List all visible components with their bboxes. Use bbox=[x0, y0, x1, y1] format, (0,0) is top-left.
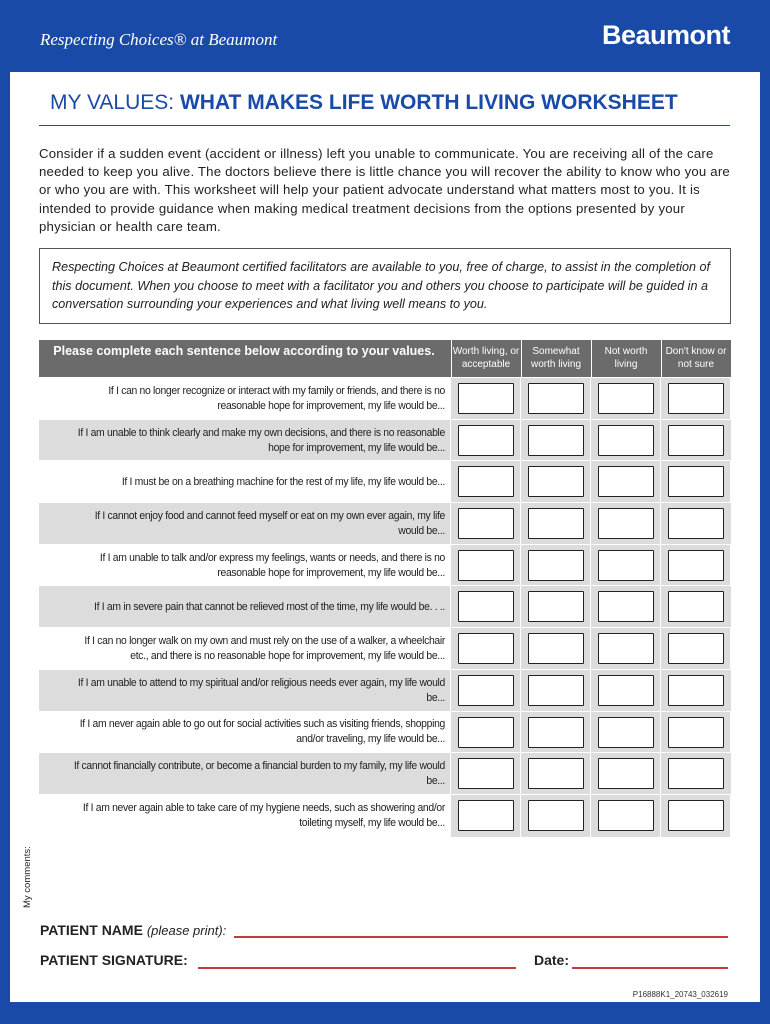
table-row bbox=[39, 752, 731, 794]
row-prompt bbox=[71, 420, 445, 462]
checkbox-not-worth-living[interactable] bbox=[598, 466, 654, 497]
cell-worth-living bbox=[450, 753, 520, 795]
cell-worth-living bbox=[450, 545, 520, 587]
row-prompt bbox=[71, 545, 445, 587]
cell-somewhat-worth-living bbox=[520, 545, 590, 587]
checkbox-not-worth-living[interactable] bbox=[598, 675, 654, 706]
checkbox-dont-know[interactable] bbox=[668, 425, 724, 456]
cell-somewhat-worth-living bbox=[520, 712, 590, 754]
cell-not-worth-living bbox=[590, 670, 660, 712]
cell-worth-living bbox=[450, 378, 520, 420]
checkbox-dont-know[interactable] bbox=[668, 550, 724, 581]
checkbox-somewhat-worth-living[interactable] bbox=[528, 675, 584, 706]
checkbox-dont-know[interactable] bbox=[668, 633, 724, 664]
table-row bbox=[39, 544, 731, 586]
cell-not-worth-living bbox=[590, 545, 660, 587]
cell-not-worth-living bbox=[590, 503, 660, 545]
cell-not-worth-living bbox=[590, 712, 660, 754]
cell-somewhat-worth-living bbox=[520, 461, 590, 503]
cell-worth-living bbox=[450, 461, 520, 503]
checkbox-not-worth-living[interactable] bbox=[598, 508, 654, 539]
checkbox-worth-living[interactable] bbox=[458, 425, 514, 456]
row-prompt-text: If I am in severe pain that cannot be relieved most of the time, my life would be. . .. bbox=[94, 600, 445, 613]
patient-name-field[interactable] bbox=[234, 936, 728, 938]
checkbox-dont-know[interactable] bbox=[668, 383, 724, 414]
checkbox-worth-living[interactable] bbox=[458, 591, 514, 622]
cell-somewhat-worth-living bbox=[520, 420, 590, 462]
title-divider bbox=[39, 125, 730, 126]
comments-label: My comments: bbox=[22, 846, 33, 908]
table-row bbox=[39, 794, 731, 836]
cell-somewhat-worth-living bbox=[520, 670, 590, 712]
cell-dont-know bbox=[660, 753, 730, 795]
checkbox-worth-living[interactable] bbox=[458, 383, 514, 414]
row-prompt-text: If I am unable to talk and/or express my feelings, wants or needs, and there is no reasonable hope for improvement, my life would be... bbox=[99, 551, 446, 579]
row-prompt bbox=[71, 461, 445, 503]
table-body bbox=[39, 377, 731, 836]
checkbox-worth-living[interactable] bbox=[458, 466, 514, 497]
header-banner bbox=[0, 0, 770, 72]
checkbox-worth-living[interactable] bbox=[458, 508, 514, 539]
checkbox-dont-know[interactable] bbox=[668, 508, 724, 539]
tagline: Respecting Choices® at Beaumont bbox=[40, 30, 278, 49]
checkbox-not-worth-living[interactable] bbox=[598, 717, 654, 748]
cell-dont-know bbox=[660, 628, 730, 670]
checkbox-somewhat-worth-living[interactable] bbox=[528, 591, 584, 622]
cell-not-worth-living bbox=[590, 795, 660, 837]
checkbox-dont-know[interactable] bbox=[668, 717, 724, 748]
row-prompt-text: If cannot financially contribute, or become a financial burden to my family, my life would be... bbox=[73, 760, 446, 788]
table-row bbox=[39, 419, 731, 461]
row-prompt-text: If I must be on a breathing machine for the rest of my life, my life would be... bbox=[121, 475, 445, 488]
checkbox-somewhat-worth-living[interactable] bbox=[528, 717, 584, 748]
checkbox-dont-know[interactable] bbox=[668, 466, 724, 497]
cell-worth-living bbox=[450, 795, 520, 837]
facilitator-note: Respecting Choices at Beaumont certified facilitators are available to you, free of charge, to assist in the completion of this document. When you choose to meet with a facilitator you and others you choose to participate will be guided in a conversation surrounding your experiences and what living well means to you. bbox=[39, 248, 731, 324]
cell-worth-living bbox=[450, 628, 520, 670]
table-header bbox=[39, 340, 731, 377]
cell-not-worth-living bbox=[590, 378, 660, 420]
cell-somewhat-worth-living bbox=[520, 753, 590, 795]
cell-dont-know bbox=[660, 586, 730, 628]
date-label: Date: bbox=[534, 952, 570, 968]
cell-dont-know bbox=[660, 503, 730, 545]
checkbox-dont-know[interactable] bbox=[668, 758, 724, 789]
checkbox-worth-living[interactable] bbox=[458, 633, 514, 664]
checkbox-dont-know[interactable] bbox=[668, 800, 724, 831]
checkbox-worth-living[interactable] bbox=[458, 675, 514, 706]
cell-not-worth-living bbox=[590, 586, 660, 628]
patient-name-label bbox=[40, 922, 226, 938]
patient-signature-field[interactable] bbox=[198, 967, 516, 969]
table-row bbox=[39, 502, 731, 544]
row-prompt bbox=[71, 712, 445, 754]
table-row bbox=[39, 377, 731, 419]
checkbox-not-worth-living[interactable] bbox=[598, 633, 654, 664]
checkbox-dont-know[interactable] bbox=[668, 675, 724, 706]
title-prefix: MY VALUES: bbox=[50, 91, 180, 114]
checkbox-somewhat-worth-living[interactable] bbox=[528, 508, 584, 539]
cell-worth-living bbox=[450, 586, 520, 628]
cell-somewhat-worth-living bbox=[520, 795, 590, 837]
checkbox-somewhat-worth-living[interactable] bbox=[528, 550, 584, 581]
column-somewhat-worth-living: Somewhat worth living bbox=[521, 340, 590, 377]
checkbox-not-worth-living[interactable] bbox=[598, 591, 654, 622]
checkbox-worth-living[interactable] bbox=[458, 717, 514, 748]
cell-worth-living bbox=[450, 670, 520, 712]
cell-dont-know bbox=[660, 378, 730, 420]
row-prompt-text: If I can no longer recognize or interact with my family or friends, and there is no reasonable hope for improvement, my life would be... bbox=[108, 384, 446, 412]
table-header-prompt bbox=[39, 340, 449, 377]
cell-not-worth-living bbox=[590, 461, 660, 503]
row-prompt bbox=[71, 795, 445, 837]
checkbox-not-worth-living[interactable] bbox=[598, 800, 654, 831]
cell-dont-know bbox=[660, 545, 730, 587]
values-table bbox=[39, 340, 731, 836]
cell-not-worth-living bbox=[590, 753, 660, 795]
column-dont-know: Don't know or not sure bbox=[661, 340, 730, 377]
beaumont-logo: Beaumont bbox=[601, 20, 730, 50]
cell-worth-living bbox=[450, 712, 520, 754]
patient-signature-label: PATIENT SIGNATURE: bbox=[40, 952, 188, 968]
row-prompt bbox=[71, 628, 445, 670]
cell-somewhat-worth-living bbox=[520, 503, 590, 545]
cell-dont-know bbox=[660, 795, 730, 837]
cell-dont-know bbox=[660, 420, 730, 462]
row-prompt bbox=[71, 753, 445, 795]
cell-somewhat-worth-living bbox=[520, 586, 590, 628]
row-prompt bbox=[71, 670, 445, 712]
column-worth-living: Worth living, or acceptable bbox=[451, 340, 520, 377]
date-field[interactable] bbox=[572, 967, 728, 969]
cell-somewhat-worth-living bbox=[520, 628, 590, 670]
form-code: P16888K1_20743_032619 bbox=[632, 990, 728, 999]
checkbox-somewhat-worth-living[interactable] bbox=[528, 466, 584, 497]
checkbox-not-worth-living[interactable] bbox=[598, 383, 654, 414]
row-prompt-text: If I am never again able to go out for social activities such as visiting friends, shopping and/or traveling, my life would be... bbox=[79, 718, 445, 746]
cell-somewhat-worth-living bbox=[520, 378, 590, 420]
row-prompt-text: If I am never again able to take care of my hygiene needs, such as showering and/or toileting myself, my life would be... bbox=[82, 801, 445, 829]
row-prompt-text: If I am unable to think clearly and make my own decisions, and there is no reasonable hope for improvement, my life would be... bbox=[77, 426, 445, 454]
checkbox-worth-living[interactable] bbox=[458, 800, 514, 831]
checkbox-worth-living[interactable] bbox=[458, 758, 514, 789]
cell-not-worth-living bbox=[590, 628, 660, 670]
cell-not-worth-living bbox=[590, 420, 660, 462]
row-prompt-text: If I can no longer walk on my own and must rely on the use of a walker, a wheelchair etc., and there is no reasonable hope for improvement, my life would be... bbox=[84, 634, 446, 662]
row-prompt bbox=[71, 586, 445, 628]
table-row bbox=[39, 711, 731, 753]
row-prompt-text: If I cannot enjoy food and cannot feed myself or eat on my own ever again, my life would be... bbox=[94, 509, 445, 537]
checkbox-not-worth-living[interactable] bbox=[598, 550, 654, 581]
checkbox-somewhat-worth-living[interactable] bbox=[528, 758, 584, 789]
checkbox-worth-living[interactable] bbox=[458, 550, 514, 581]
row-prompt bbox=[71, 503, 445, 545]
checkbox-not-worth-living[interactable] bbox=[598, 425, 654, 456]
table-row bbox=[39, 585, 731, 627]
checkbox-dont-know[interactable] bbox=[668, 591, 724, 622]
checkbox-somewhat-worth-living[interactable] bbox=[528, 633, 584, 664]
patient-name-hint: (please print): bbox=[146, 923, 227, 938]
cell-worth-living bbox=[450, 503, 520, 545]
cell-dont-know bbox=[660, 670, 730, 712]
patient-name-text: PATIENT NAME bbox=[40, 922, 143, 938]
row-prompt bbox=[71, 378, 445, 420]
intro-paragraph: Consider if a sudden event (accident or illness) left you unable to communicate. You are receiving all of the care needed to keep you alive. The doctors believe there is little chance you will recover the ability to know who you are or who you are with. This worksheet will help your patient advocate understand what matters most to you. It is intended to provide guidance when making medical treatment decisions from the options presented by your physician or health care team. bbox=[39, 146, 730, 234]
table-header-label: Please complete each sentence below according to your values. bbox=[53, 344, 435, 358]
column-not-worth-living: Not worth living bbox=[591, 340, 660, 377]
cell-dont-know bbox=[660, 461, 730, 503]
cell-dont-know bbox=[660, 712, 730, 754]
cell-worth-living bbox=[450, 420, 520, 462]
page-title bbox=[50, 91, 678, 115]
row-prompt-text: If I am unable to attend to my spiritual and/or religious needs ever again, my life would be... bbox=[77, 676, 445, 704]
checkbox-somewhat-worth-living[interactable] bbox=[528, 800, 584, 831]
table-row bbox=[39, 460, 731, 502]
title-main: WHAT MAKES LIFE WORTH LIVING WORKSHEET bbox=[179, 91, 678, 114]
checkbox-somewhat-worth-living[interactable] bbox=[528, 425, 584, 456]
checkbox-somewhat-worth-living[interactable] bbox=[528, 383, 584, 414]
table-row bbox=[39, 627, 731, 669]
table-row bbox=[39, 669, 731, 711]
checkbox-not-worth-living[interactable] bbox=[598, 758, 654, 789]
